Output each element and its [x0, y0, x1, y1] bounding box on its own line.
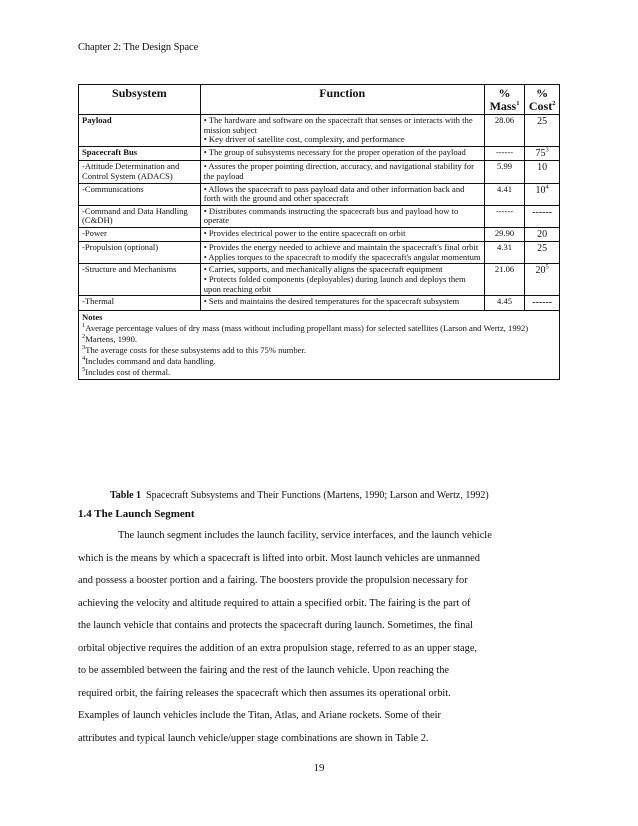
function-cell [200, 161, 484, 183]
function-bullet: • Key driver of satellite cost, complexity, and performance [203, 134, 405, 145]
cost-value: 25 [537, 243, 548, 255]
function-bullet: • Carries, supports, and mechanically aligns the spacecraft equipment [203, 264, 443, 275]
mass-cell: 4.45 [484, 296, 525, 310]
notes-title: Notes [82, 311, 103, 322]
cost-value: 20 [535, 265, 546, 277]
caption-label: Table 1 [110, 490, 142, 501]
function-bullet: • Protects folded components (deployables) during launch and deploys them upon reaching orbit [203, 274, 466, 294]
cost-footnote-marker: 3 [545, 146, 549, 154]
note-text: Includes cost of thermal. [85, 366, 171, 377]
table-row [79, 296, 560, 310]
subsystem-cell: -Power [79, 228, 201, 242]
note-text: Includes command and data handling. [85, 355, 216, 366]
cost-footnote-marker: 4 [545, 183, 549, 191]
function-cell [200, 296, 484, 310]
note-text: The average costs for these subsystems add to this 75% number. [85, 344, 307, 355]
table-row [79, 264, 560, 296]
cost-value: 25 [537, 116, 548, 128]
note-item [82, 345, 556, 356]
subsystem-table [78, 84, 560, 380]
cost-cell [525, 147, 560, 161]
table-header-row [79, 85, 560, 115]
note-marker: 5 [82, 365, 86, 373]
body-line: which is the means by which a spacecraft is lifted into orbit. Most launch vehicles are unmanned [78, 552, 480, 564]
mass-cell: 4.41 [484, 183, 525, 205]
function-bullet: • Provides the energy needed to achieve and maintain the spacecraft's final orbit [203, 242, 479, 253]
function-cell [200, 228, 484, 242]
table-row [79, 115, 560, 147]
function-cell [200, 147, 484, 161]
note-item [82, 356, 556, 367]
note-marker: 4 [82, 354, 86, 362]
subsystem-cell: -Propulsion (optional) [79, 242, 201, 264]
subsystem-cell: -Command and Data Handling (C&DH) [79, 205, 201, 227]
note-marker: 1 [82, 321, 86, 329]
body-line: required orbit, the fairing releases the spacecraft which then assumes its operational orbit. [78, 687, 451, 699]
header-subsystem: Subsystem [79, 85, 201, 115]
cost-cell [525, 228, 560, 242]
function-bullet: • Sets and maintains the desired temperatures for the spacecraft subsystem [203, 296, 460, 307]
cost-value: 75 [535, 148, 546, 160]
body-line: attributes and typical launch vehicle/upper stage combinations are shown in Table 2. [78, 732, 429, 744]
body-paragraph [78, 525, 560, 750]
function-bullet: • Applies torques to the spacecraft to modify the spacecraft's angular momentum [203, 251, 481, 262]
body-line: achieving the velocity and altitude required to attain a specified orbit. The fairing is the part of [78, 597, 471, 609]
cost-value: 20 [537, 229, 548, 240]
note-text: Average percentage values of dry mass (mass without including propellant mass) for selected satellites (Larson and Wertz, 1992) [85, 322, 529, 333]
header-mass: % Mass$^1$ [484, 85, 525, 115]
mass-cell: 4.31 [484, 242, 525, 264]
function-cell [200, 183, 484, 205]
mass-cell: 29.90 [484, 228, 525, 242]
subsystem-cell: -Thermal [79, 296, 201, 310]
note-marker: 2 [82, 332, 86, 340]
function-bullet: • Provides electrical power to the entire spacecraft on orbit [203, 228, 406, 238]
cost-cell [525, 205, 560, 227]
mass-cell: 5.99 [484, 161, 525, 183]
body-line: the launch vehicle that contains and protects the spacecraft during launch. Sometimes, the final [78, 620, 473, 631]
table-row [79, 183, 560, 205]
page-number: 19 [313, 762, 325, 774]
cost-cell [525, 183, 560, 205]
function-bullet: • The hardware and software on the spacecraft that senses or interacts with the mission subject [203, 115, 473, 135]
mass-cell: 28.06 [484, 115, 525, 147]
cost-cell [525, 115, 560, 147]
function-bullet: • The group of subsystems necessary for the proper operation of the payload [203, 147, 466, 158]
mass-cell: 21.06 [484, 264, 525, 296]
note-item [82, 367, 556, 378]
table-body [79, 115, 560, 310]
function-bullet: • Assures the proper pointing direction, accuracy, and navigational stability for the payload [203, 161, 474, 181]
body-line: Examples of launch vehicles include the Titan, Atlas, and Ariane rockets. Some of their [78, 710, 442, 721]
cost-value: ------ [532, 206, 553, 218]
cost-cell [525, 264, 560, 296]
function-bullet: • Distributes commands instructing the spacecraft bus and payload how to operate [203, 205, 459, 226]
body-line: The launch segment includes the launch facility, service interfaces, and the launch vehicle [118, 530, 492, 541]
subsystem-cell: Payload [79, 115, 201, 147]
function-cell [200, 205, 484, 227]
note-item [82, 323, 556, 334]
body-line: orbital objective requires the addition of an extra propulsion stage, referred to as an upper stage, [78, 642, 478, 654]
cost-value: ------ [532, 297, 553, 309]
note-marker: 3 [82, 343, 86, 351]
table-row [79, 242, 560, 264]
cost-value: 10 [535, 184, 546, 196]
table-row [79, 228, 560, 242]
body-line: to be assembled between the fairing and the rest of the launch vehicle. Upon reaching the [78, 665, 450, 676]
caption-text: Spacecraft Subsystems and Their Functions (Martens, 1990; Larson and Wertz, 1992) [146, 490, 489, 501]
subsystem-cell: -Communications [79, 183, 201, 205]
cost-cell [525, 296, 560, 310]
table-row [79, 205, 560, 227]
notes-list [82, 323, 556, 378]
cost-footnote-marker: 5 [545, 264, 549, 272]
table-caption [110, 490, 489, 501]
cost-cell [525, 161, 560, 183]
note-item [82, 334, 556, 345]
cost-value: 10 [537, 162, 548, 174]
function-cell [200, 115, 484, 147]
chapter-header: Chapter 2: The Design Space [78, 42, 199, 53]
cost-cell [525, 242, 560, 264]
mass-cell: ------ [484, 205, 525, 227]
table-notes [79, 310, 560, 379]
body-line: and possess a booster portion and a fairing. The boosters provide the propulsion necessary for [78, 575, 468, 586]
function-cell [200, 264, 484, 296]
table-row [79, 161, 560, 183]
subsystem-cell: -Structure and Mechanisms [79, 264, 201, 296]
notes-row [79, 310, 560, 379]
note-text: Martens, 1990. [85, 333, 138, 344]
subsystem-cell: -Attitude Determination and Control System (ADACS) [79, 161, 201, 183]
header-function: Function [200, 85, 484, 115]
function-bullet: • Allows the spacecraft to pass payload data and other information back and forth with the ground and other spacecraft [203, 183, 465, 204]
section-heading: 1.4 The Launch Segment [78, 508, 195, 520]
subsystem-cell: Spacecraft Bus [79, 147, 201, 161]
mass-cell: ------ [484, 147, 525, 161]
header-cost: % Cost$^2$ [525, 85, 560, 115]
table-row [79, 147, 560, 161]
function-cell [200, 242, 484, 264]
